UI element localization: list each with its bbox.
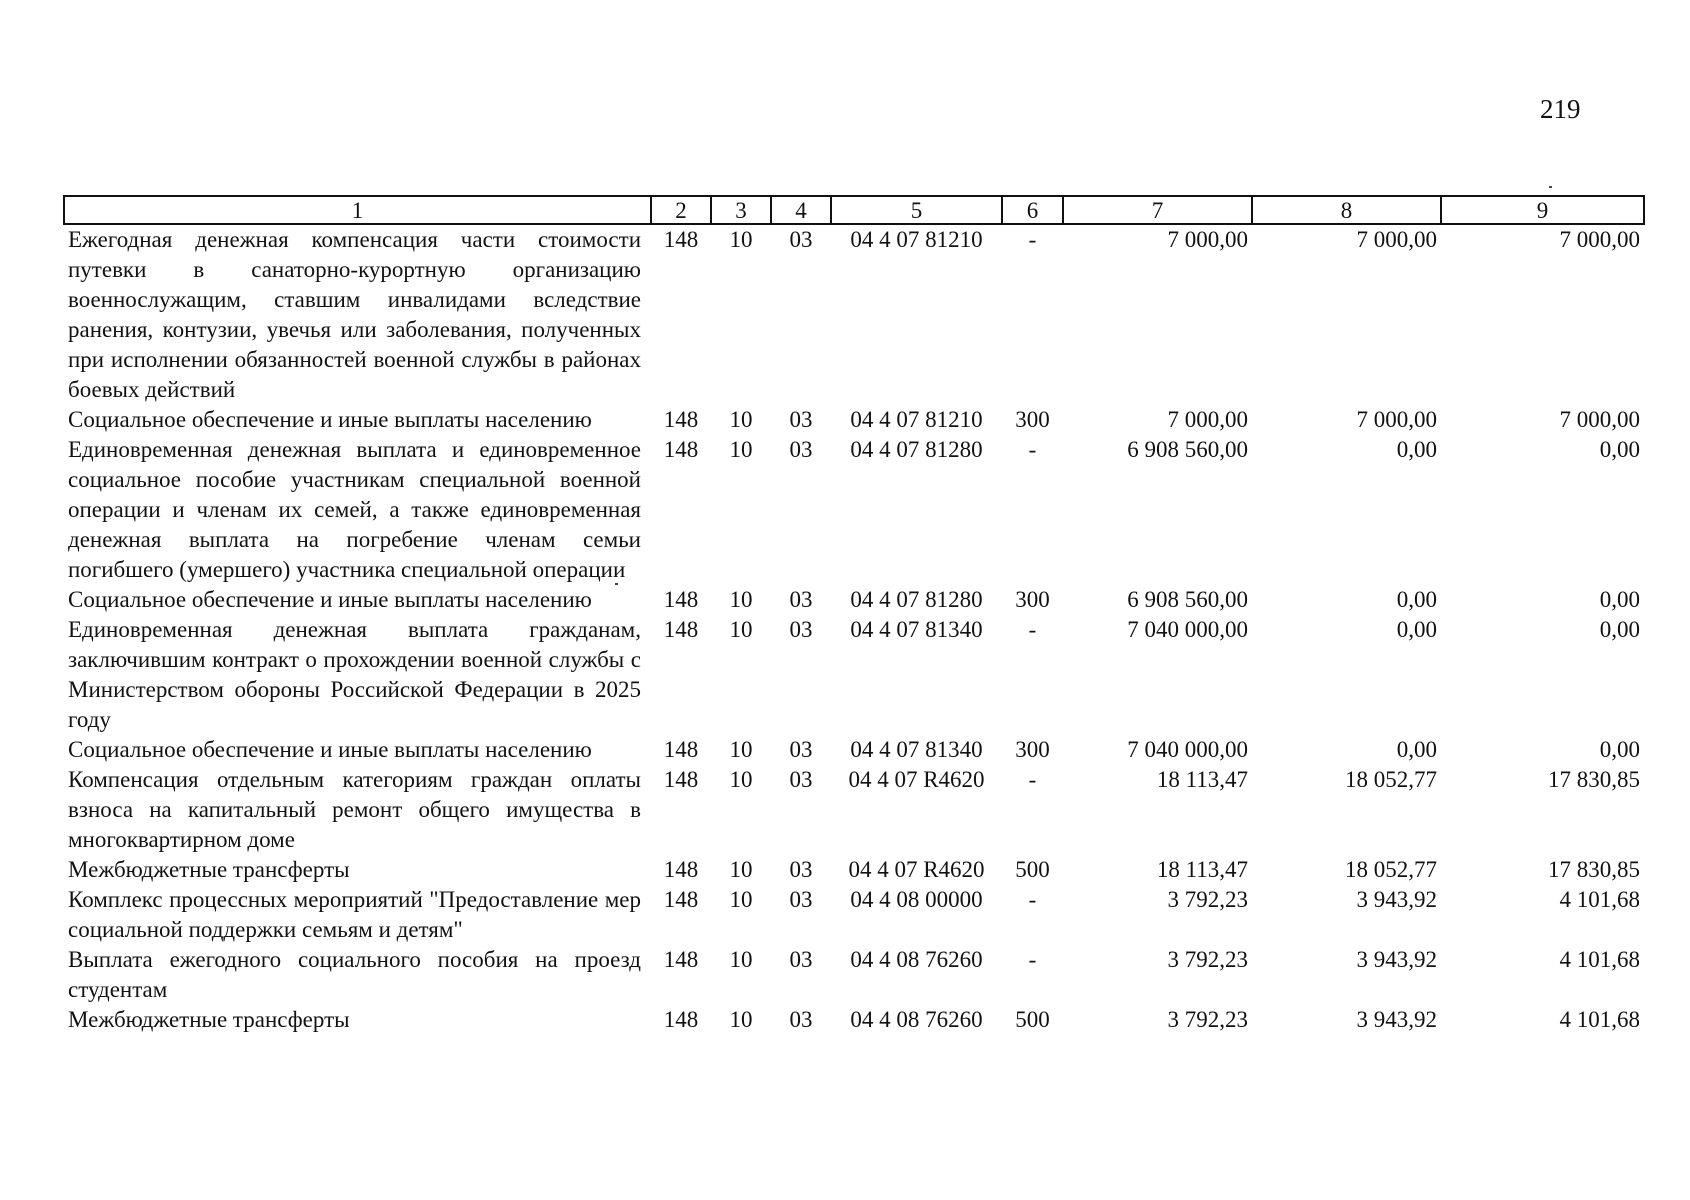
row-section-code: 10 — [729, 407, 753, 432]
row-description: Социальное обеспечение и иные выплаты населению — [68, 737, 592, 762]
table-row — [64, 765, 1644, 855]
row-amount-col7: 3 792,23 — [1167, 1007, 1248, 1032]
row-target-article: 04 4 07 81280 — [850, 587, 983, 612]
row-expense-kind: 300 — [1015, 407, 1050, 432]
row-target-article: 04 4 07 81340 — [850, 737, 983, 762]
row-amount-col7: 6 908 560,00 — [1127, 437, 1248, 462]
row-subsection-code: 03 — [789, 227, 813, 252]
row-subsection-code: 03 — [789, 437, 813, 462]
row-amount-col8: 3 943,92 — [1356, 947, 1437, 972]
row-section-code: 10 — [729, 1007, 753, 1032]
row-description: Единовременная денежная выплата гражданам, заключившим контракт о прохождении военной службы с Министерством обороны Российской Федерации в 2025 году — [68, 617, 641, 732]
row-amount-col8: 0,00 — [1396, 437, 1437, 462]
row-description: Единовременная денежная выплата и единовременное социальное пособие участникам специальной военной операции и членам их семей, а также единовременная денежная выплата на погребение членам семьи погибшего (умершего) участника специальной операции — [68, 437, 641, 582]
row-expense-kind: - — [1028, 437, 1037, 462]
table-body — [64, 224, 1644, 1035]
table-row — [64, 885, 1644, 945]
column-header-3: 3 — [711, 196, 771, 224]
row-subsection-code: 03 — [789, 857, 813, 882]
scan-speck — [1549, 186, 1552, 188]
row-section-code: 10 — [729, 947, 753, 972]
table-row — [64, 1005, 1644, 1035]
row-amount-col7: 7 040 000,00 — [1127, 617, 1248, 642]
row-target-article: 04 4 07 81280 — [850, 437, 983, 462]
row-ministry-code: 148 — [663, 587, 699, 612]
row-expense-kind: 300 — [1015, 587, 1050, 612]
row-amount-col9: 0,00 — [1599, 737, 1640, 762]
row-amount-col8: 0,00 — [1396, 587, 1437, 612]
row-ministry-code: 148 — [663, 767, 699, 792]
table-row — [64, 435, 1644, 585]
row-ministry-code: 148 — [663, 407, 699, 432]
row-amount-col9: 4 101,68 — [1559, 887, 1640, 912]
row-section-code: 10 — [729, 617, 753, 642]
row-target-article: 04 4 08 76260 — [850, 947, 983, 972]
table-row — [64, 615, 1644, 735]
row-ministry-code: 148 — [663, 947, 699, 972]
row-subsection-code: 03 — [789, 947, 813, 972]
budget-table — [63, 195, 1645, 1035]
row-amount-col8: 7 000,00 — [1356, 407, 1437, 432]
row-amount-col7: 3 792,23 — [1167, 947, 1248, 972]
column-header-2: 2 — [651, 196, 711, 224]
row-target-article: 04 4 08 76260 — [850, 1007, 983, 1032]
row-section-code: 10 — [729, 857, 753, 882]
row-ministry-code: 148 — [663, 617, 699, 642]
row-section-code: 10 — [729, 227, 753, 252]
row-section-code: 10 — [729, 437, 753, 462]
row-ministry-code: 148 — [663, 437, 699, 462]
header-row — [64, 196, 1644, 224]
row-expense-kind: - — [1028, 887, 1037, 912]
table-row — [64, 405, 1644, 435]
row-amount-col7: 7 040 000,00 — [1127, 737, 1248, 762]
row-subsection-code: 03 — [789, 767, 813, 792]
column-header-7: 7 — [1063, 196, 1252, 224]
row-expense-kind: 500 — [1015, 1007, 1050, 1032]
row-amount-col8: 0,00 — [1396, 737, 1437, 762]
row-subsection-code: 03 — [789, 407, 813, 432]
row-amount-col9: 0,00 — [1599, 617, 1640, 642]
row-description: Комплекс процессных мероприятий "Предоставление мер социальной поддержки семьям и детям" — [68, 887, 641, 942]
row-description: Ежегодная денежная компенсация части стоимости путевки в санаторно-курортную организацию военнослужащим, ставшим инвалидами вследствие ранения, контузии, увечья или заболевания, полученных при исполнении обязанностей военной службы в районах боевых действий — [68, 227, 641, 402]
row-amount-col9: 17 830,85 — [1548, 767, 1640, 792]
row-amount-col7: 18 113,47 — [1156, 857, 1248, 882]
row-section-code: 10 — [729, 587, 753, 612]
row-expense-kind: 500 — [1015, 857, 1050, 882]
row-description: Межбюджетные трансферты — [68, 857, 350, 882]
row-subsection-code: 03 — [789, 887, 813, 912]
row-amount-col7: 18 113,47 — [1156, 767, 1248, 792]
table-row — [64, 585, 1644, 615]
row-amount-col8: 3 943,92 — [1356, 1007, 1437, 1032]
table-row — [64, 224, 1644, 405]
row-expense-kind: - — [1028, 227, 1037, 252]
row-amount-col8: 7 000,00 — [1356, 227, 1437, 252]
row-target-article: 04 4 07 81210 — [850, 227, 983, 252]
row-target-article: 04 4 08 00000 — [850, 887, 983, 912]
row-description: Компенсация отдельным категориям граждан оплаты взноса на капитальный ремонт общего имущества в многоквартирном доме — [68, 767, 641, 852]
column-header-9: 9 — [1441, 196, 1644, 224]
row-ministry-code: 148 — [663, 1007, 699, 1032]
row-section-code: 10 — [729, 737, 753, 762]
row-amount-col9: 0,00 — [1599, 437, 1640, 462]
row-target-article: 04 4 07 81210 — [850, 407, 983, 432]
row-description: Социальное обеспечение и иные выплаты населению — [68, 587, 592, 612]
row-amount-col8: 18 052,77 — [1345, 767, 1437, 792]
row-amount-col9: 7 000,00 — [1559, 227, 1640, 252]
row-target-article: 04 4 07 R4620 — [848, 857, 985, 882]
row-description: Межбюджетные трансферты — [68, 1007, 350, 1032]
row-section-code: 10 — [729, 887, 753, 912]
row-ministry-code: 148 — [663, 227, 699, 252]
row-ministry-code: 148 — [663, 857, 699, 882]
row-ministry-code: 148 — [663, 887, 699, 912]
table-header — [64, 196, 1644, 224]
row-target-article: 04 4 07 81340 — [850, 617, 983, 642]
page-number: 219 — [1540, 94, 1581, 124]
column-header-5: 5 — [831, 196, 1002, 224]
row-amount-col8: 0,00 — [1396, 617, 1437, 642]
row-amount-col8: 18 052,77 — [1345, 857, 1437, 882]
row-description: Выплата ежегодного социального пособия на проезд студентам — [68, 947, 641, 1002]
row-amount-col7: 7 000,00 — [1167, 407, 1248, 432]
row-description: Социальное обеспечение и иные выплаты населению — [68, 407, 592, 432]
row-amount-col9: 7 000,00 — [1559, 407, 1640, 432]
row-subsection-code: 03 — [789, 737, 813, 762]
row-subsection-code: 03 — [789, 587, 813, 612]
row-amount-col7: 6 908 560,00 — [1127, 587, 1248, 612]
row-amount-col9: 0,00 — [1599, 587, 1640, 612]
column-header-1: 1 — [64, 196, 651, 224]
row-amount-col9: 4 101,68 — [1559, 1007, 1640, 1032]
row-subsection-code: 03 — [789, 1007, 813, 1032]
row-amount-col8: 3 943,92 — [1356, 887, 1437, 912]
row-expense-kind: 300 — [1015, 737, 1050, 762]
row-amount-col7: 3 792,23 — [1167, 887, 1248, 912]
table-row — [64, 945, 1644, 1005]
row-section-code: 10 — [729, 767, 753, 792]
column-header-8: 8 — [1252, 196, 1441, 224]
table-row — [64, 855, 1644, 885]
table-row — [64, 735, 1644, 765]
row-target-article: 04 4 07 R4620 — [848, 767, 985, 792]
row-expense-kind: - — [1028, 767, 1037, 792]
row-amount-col9: 17 830,85 — [1548, 857, 1640, 882]
row-expense-kind: - — [1028, 947, 1037, 972]
row-subsection-code: 03 — [789, 617, 813, 642]
row-expense-kind: - — [1028, 617, 1037, 642]
column-header-6: 6 — [1002, 196, 1063, 224]
row-amount-col9: 4 101,68 — [1559, 947, 1640, 972]
row-amount-col7: 7 000,00 — [1167, 227, 1248, 252]
row-ministry-code: 148 — [663, 737, 699, 762]
column-header-4: 4 — [771, 196, 831, 224]
